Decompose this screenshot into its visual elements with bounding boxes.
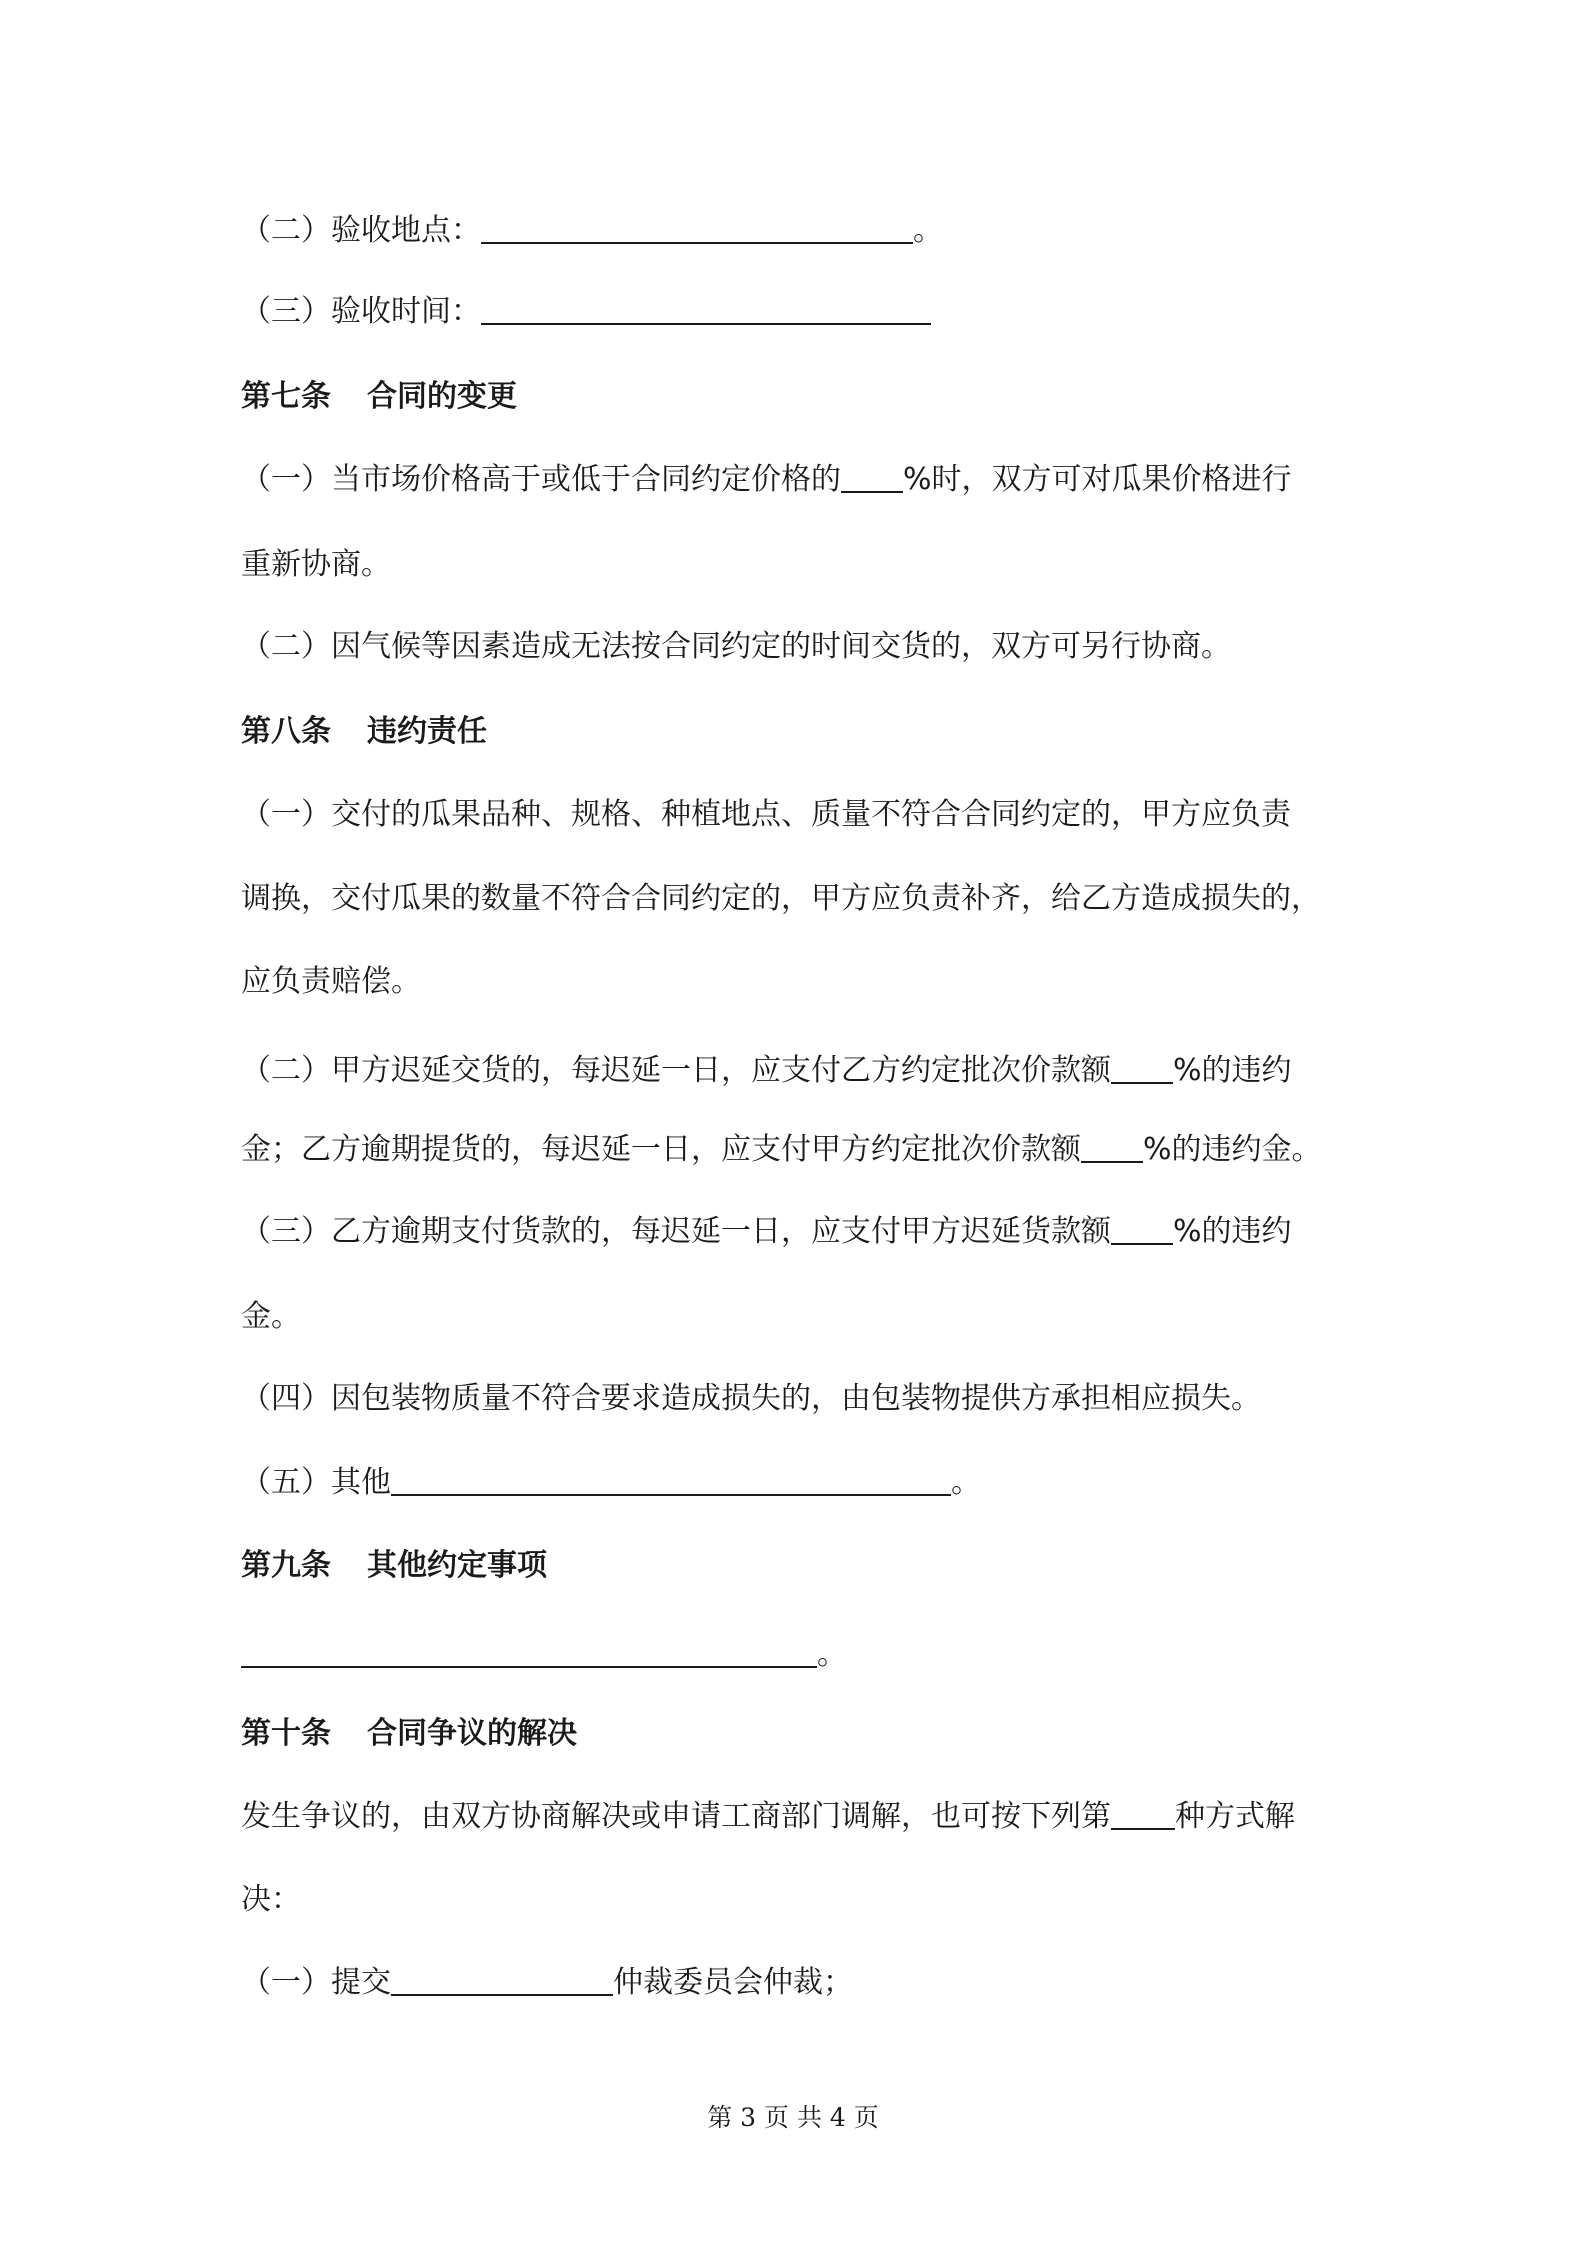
other-liability-line — [241, 1463, 981, 1503]
article-9-title: 其他约定事项 — [367, 1548, 547, 1583]
weather-clause: （二）因气候等因素造成无法按合同约定的时间交货的，双方可另行协商。 — [241, 629, 1231, 664]
other-liability-blank[interactable] — [391, 1464, 951, 1496]
nonconformity-clause-line-1: （一）交付的瓜果品种、规格、种植地点、质量不符合合同约定的，甲方应负责 — [241, 797, 1291, 832]
page-number-footer: 第 3 页 共 4 页 — [707, 2103, 879, 2132]
arbitration-option-line — [241, 1963, 853, 2003]
dispute-resolution-text: 发生争议的，由双方协商解决或申请工商部门调解，也可按下列第 — [241, 1799, 1111, 1834]
article-8-title: 违约责任 — [367, 714, 487, 749]
article-10-number: 第十条 — [241, 1716, 331, 1751]
late-payment-text-end: %的违约 — [1173, 1214, 1292, 1249]
late-payment-text: （三）乙方逾期支付货款的，每迟延一日，应支付甲方迟延货款额 — [241, 1214, 1111, 1249]
price-change-text-end: %时，双方可对瓜果价格进行 — [903, 462, 1292, 497]
acceptance-time-label: （三）验收时间： — [241, 294, 481, 329]
article-8-heading — [241, 712, 487, 752]
late-payment-percent-blank[interactable] — [1111, 1213, 1173, 1245]
dispute-resolution-clause — [241, 1797, 1295, 1837]
other-liability-label: （五）其他 — [241, 1465, 391, 1500]
article-7-title: 合同的变更 — [367, 379, 517, 414]
late-delivery-clause — [241, 1051, 1292, 1091]
dispute-resolution-text-end: 种方式解 — [1175, 1799, 1295, 1834]
late-pickup-text: 金；乙方逾期提货的，每迟延一日，应支付甲方约定批次价款额 — [241, 1132, 1081, 1167]
other-matters-blank[interactable] — [241, 1636, 817, 1668]
arbitration-commission-blank[interactable] — [391, 1964, 613, 1996]
acceptance-location-label: （二）验收地点： — [241, 213, 481, 248]
late-pickup-percent-blank[interactable] — [1081, 1131, 1143, 1163]
arbitration-option-label: （一）提交 — [241, 1965, 391, 2000]
price-percent-blank[interactable] — [841, 461, 903, 493]
dispute-method-blank[interactable] — [1111, 1798, 1175, 1830]
article-8-number: 第八条 — [241, 714, 331, 749]
acceptance-location-line — [241, 211, 943, 251]
article-9-number: 第九条 — [241, 1548, 331, 1583]
late-pickup-text-end: %的违约金。 — [1143, 1132, 1322, 1167]
acceptance-location-blank[interactable] — [481, 212, 913, 244]
article-9-heading — [241, 1546, 547, 1586]
late-payment-clause — [241, 1212, 1292, 1252]
article-7-heading — [241, 377, 517, 417]
price-change-clause — [241, 460, 1292, 500]
nonconformity-clause-line-3: 应负责赔偿。 — [241, 964, 421, 999]
arbitration-option-end: 仲裁委员会仲裁； — [613, 1965, 853, 2000]
price-change-clause-cont: 重新协商。 — [241, 547, 391, 582]
other-matters-end: 。 — [817, 1637, 847, 1672]
late-delivery-text: （二）甲方迟延交货的，每迟延一日，应支付乙方约定批次价款额 — [241, 1053, 1111, 1088]
other-matters-line — [241, 1635, 847, 1675]
article-10-heading — [241, 1714, 577, 1754]
acceptance-location-end: 。 — [913, 213, 943, 248]
article-10-title: 合同争议的解决 — [367, 1716, 577, 1751]
late-delivery-text-end: %的违约 — [1173, 1053, 1292, 1088]
nonconformity-clause-line-2: 调换，交付瓜果的数量不符合合同约定的，甲方应负责补齐，给乙方造成损失的， — [241, 881, 1321, 916]
late-delivery-percent-blank[interactable] — [1111, 1052, 1173, 1084]
packaging-clause: （四）因包装物质量不符合要求造成损失的，由包装物提供方承担相应损失。 — [241, 1381, 1261, 1416]
article-7-number: 第七条 — [241, 379, 331, 414]
acceptance-time-line — [241, 292, 931, 332]
other-liability-end: 。 — [951, 1465, 981, 1500]
price-change-text: （一）当市场价格高于或低于合同约定价格的 — [241, 462, 841, 497]
late-pickup-clause — [241, 1130, 1322, 1170]
acceptance-time-blank[interactable] — [481, 293, 931, 325]
late-payment-clause-cont: 金。 — [241, 1299, 301, 1334]
dispute-resolution-clause-cont: 决： — [241, 1882, 301, 1917]
